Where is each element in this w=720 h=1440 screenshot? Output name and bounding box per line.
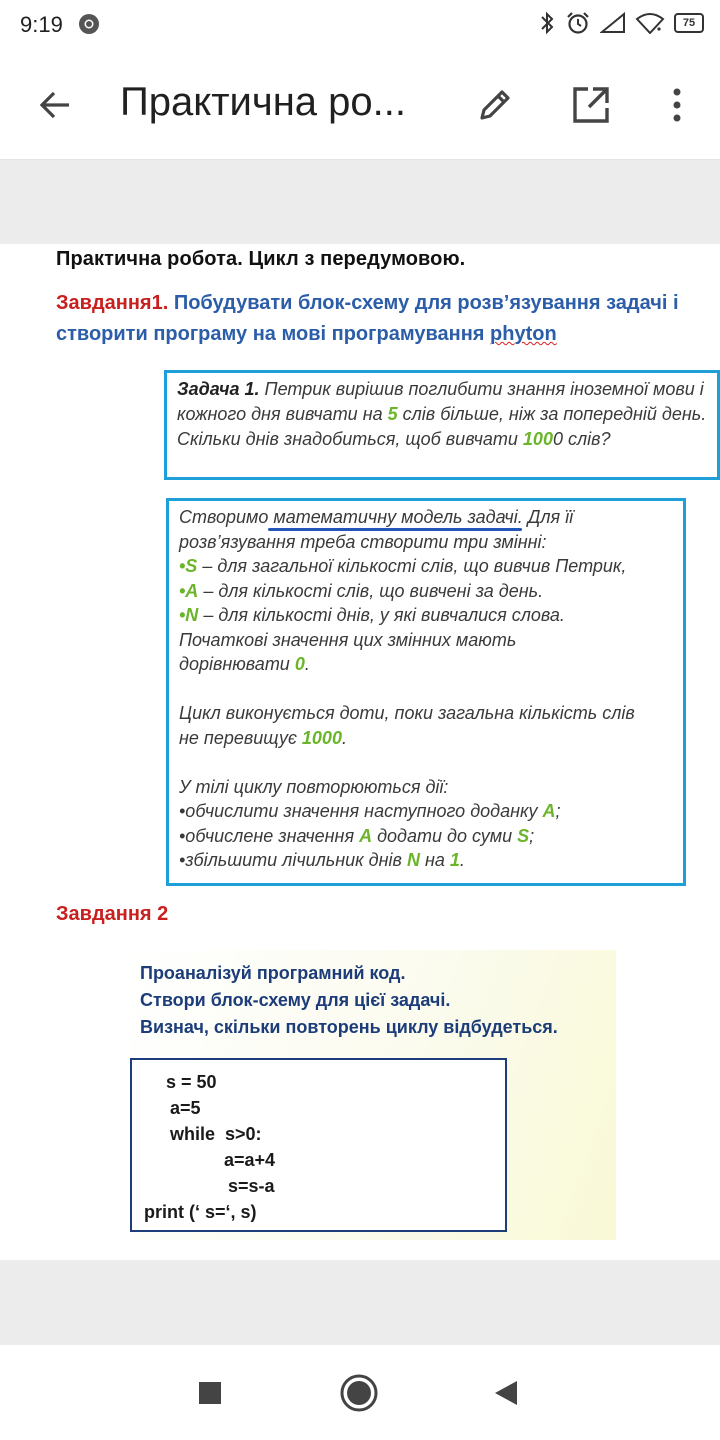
action-1 xyxy=(179,799,683,824)
body-intro: У тілі циклу повторюються дії: xyxy=(179,776,449,797)
problem-target-green: 100 xyxy=(522,429,553,449)
var-n-line xyxy=(179,603,683,628)
home-circle-icon xyxy=(339,1373,379,1413)
action-text: •обчислене значення xyxy=(179,825,360,846)
back-button[interactable] xyxy=(30,80,80,130)
code-line: a=a+4 xyxy=(224,1150,276,1170)
action-var: A xyxy=(542,801,556,821)
action-text: додати до суми xyxy=(372,825,518,846)
task2-instructions xyxy=(140,960,558,1041)
problem-box xyxy=(164,370,720,480)
problem-text-a: Петрик вирішив поглибити знання іноземної мови і кожного дня вивчати на xyxy=(177,379,704,424)
status-icons xyxy=(538,11,704,35)
action-end: ; xyxy=(555,801,561,821)
misspelled-word: phyton xyxy=(490,323,557,345)
home-button[interactable] xyxy=(337,1371,381,1415)
code-line: print (‘ s=‘, s) xyxy=(144,1202,257,1222)
code-line: while s>0: xyxy=(170,1124,262,1144)
problem-number: 5 xyxy=(387,404,398,424)
document-title: Практична ро... xyxy=(120,80,406,124)
problem-title: Задача 1. xyxy=(177,379,260,399)
problem-text-b: слів більше, ніж за попередній день. Скільки днів знадобиться, щоб вивчати xyxy=(177,404,707,449)
task2-line-2: Створи блок-схему для цієї задачі. xyxy=(140,990,451,1010)
page-heading: Практична робота. Цикл з передумовою. xyxy=(56,248,466,270)
action-3 xyxy=(179,848,683,873)
action-2 xyxy=(179,824,683,849)
math-model-box xyxy=(166,498,686,886)
app-bar xyxy=(0,50,720,160)
task2-line-1: Проаналізуй програмний код. xyxy=(140,963,406,983)
var-s-line xyxy=(179,554,683,579)
action-end: ; xyxy=(529,825,535,846)
model-text: Створимо xyxy=(179,507,269,527)
bluetooth-icon xyxy=(538,11,556,35)
task1-text: Побудувати блок-схему для розв’язування задачі і створити програму на мові програмування xyxy=(56,292,679,345)
status-bar xyxy=(0,0,720,50)
model-text: . Для її xyxy=(517,507,574,527)
code-block xyxy=(130,1058,507,1232)
init-line-1: Початкові значення цих змінних мають xyxy=(179,629,517,650)
code-line: a=5 xyxy=(170,1098,201,1118)
more-options-button[interactable] xyxy=(652,80,702,130)
init-end: . xyxy=(304,654,310,674)
system-nav-bar xyxy=(0,1345,720,1440)
init-line-2 xyxy=(179,652,683,677)
document-page[interactable] xyxy=(0,244,720,1260)
var-n-bullet: •N xyxy=(179,605,199,625)
var-a-bullet: •A xyxy=(179,580,199,601)
more-vert-icon xyxy=(672,87,682,123)
alarm-icon xyxy=(565,11,591,35)
task2-panel xyxy=(130,950,616,1240)
action-end: . xyxy=(459,850,465,870)
init-value: 0 xyxy=(294,654,305,674)
task2-label: Завдання 2 xyxy=(56,903,169,925)
triangle-back-icon xyxy=(493,1379,519,1407)
action-text: на xyxy=(419,850,450,870)
action-value: 1 xyxy=(449,850,460,870)
cycle-line-1: Цикл виконується доти, поки загальна кількість слів xyxy=(179,703,635,723)
signal-icon xyxy=(600,12,626,34)
wifi-icon xyxy=(635,12,665,34)
var-a-line xyxy=(179,579,683,604)
code-line: s=s-a xyxy=(228,1176,275,1196)
var-a-text: – для кількості слів, що вивчені за день. xyxy=(198,580,544,601)
back-nav-button[interactable] xyxy=(484,1371,528,1415)
pencil-icon xyxy=(476,86,514,124)
arrow-back-icon xyxy=(37,87,73,123)
init-text: дорівнювати xyxy=(179,654,295,674)
status-time: 9:19 xyxy=(20,12,63,37)
battery-icon: 75 xyxy=(674,13,704,33)
model-underlined-phrase: математичну модель задачі xyxy=(268,507,518,527)
viewer-background-bottom xyxy=(0,1260,720,1345)
cycle-line-2 xyxy=(179,726,683,751)
edit-button[interactable] xyxy=(470,80,520,130)
task1-statement xyxy=(56,288,706,350)
problem-target-rest: 0 слів? xyxy=(552,429,611,449)
action-text: •збільшити лічильник днів xyxy=(179,850,407,870)
cycle-end: . xyxy=(341,727,347,748)
cycle-value: 1000 xyxy=(301,727,342,748)
code-line: s = 50 xyxy=(166,1072,217,1092)
var-n-text: – для кількості днів, у які вивчалися слова. xyxy=(198,605,565,625)
model-line-2: розв’язування треба створити три змінні: xyxy=(179,531,547,552)
viewer-background xyxy=(0,160,720,244)
action-var: N xyxy=(406,850,420,870)
action-text: •обчислити значення наступного доданку xyxy=(179,801,543,821)
chrome-icon xyxy=(78,13,100,35)
square-icon xyxy=(198,1381,222,1405)
task2-line-3: Визнач, скільки повторень циклу відбудеться. xyxy=(140,1017,558,1037)
open-external-icon xyxy=(571,85,611,125)
model-line-1 xyxy=(179,505,683,530)
cycle-text: не перевищує xyxy=(179,727,302,748)
recents-button[interactable] xyxy=(188,1371,232,1415)
task1-label: Завдання1. xyxy=(56,292,169,314)
var-s-bullet: •S xyxy=(179,556,198,576)
action-var: S xyxy=(517,825,530,846)
var-s-text: – для загальної кількості слів, що вивчив Петрик, xyxy=(197,556,627,576)
action-var: A xyxy=(359,825,373,846)
open-in-app-button[interactable] xyxy=(566,80,616,130)
